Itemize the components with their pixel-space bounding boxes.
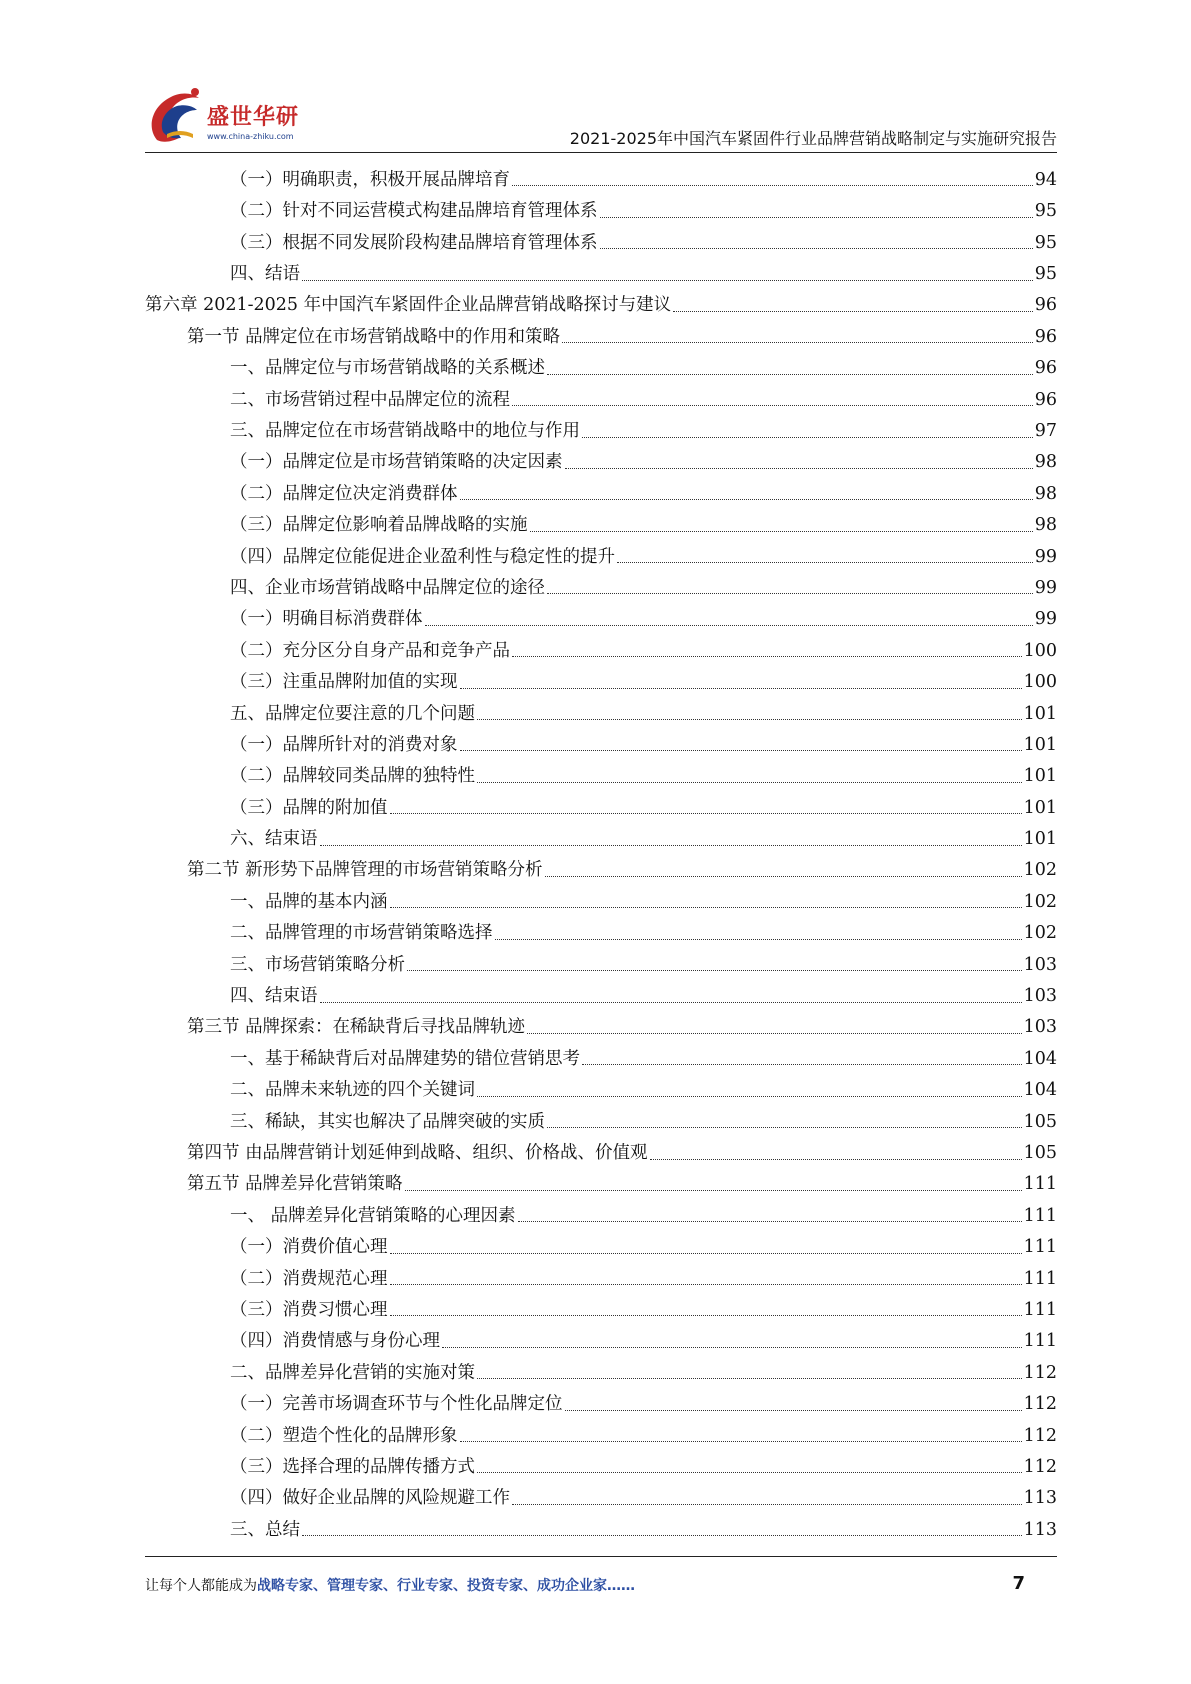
toc-entry-title: （二）针对不同运营模式构建品牌培育管理体系	[230, 201, 598, 222]
toc-entry[interactable]	[145, 633, 1057, 664]
toc-entry[interactable]	[145, 1041, 1057, 1072]
toc-entry-page: 101	[1023, 734, 1057, 755]
toc-entry[interactable]	[145, 853, 1057, 884]
toc-entry-page: 111	[1023, 1174, 1057, 1195]
toc-entry-page: 102	[1023, 891, 1057, 912]
toc-dot-leader	[442, 1347, 1022, 1348]
toc-entry[interactable]	[145, 1135, 1057, 1166]
toc-entry-page: 102	[1023, 860, 1057, 881]
toc-entry-title: （二）品牌定位决定消费群体	[230, 483, 458, 504]
toc-entry[interactable]	[145, 1418, 1057, 1449]
toc-entry-title: （四）做好企业品牌的风险规避工作	[230, 1488, 510, 1509]
toc-entry-title: 一、基于稀缺背后对品牌建势的错位营销思考	[230, 1048, 580, 1069]
toc-entry[interactable]	[145, 790, 1057, 821]
toc-entry-title: （三）选择合理的品牌传播方式	[230, 1456, 475, 1477]
toc-entry[interactable]	[145, 664, 1057, 695]
toc-dot-leader	[425, 625, 1033, 626]
toc-entry-page: 98	[1034, 483, 1057, 504]
toc-entry-page: 104	[1023, 1080, 1057, 1101]
toc-entry-page: 102	[1023, 923, 1057, 944]
report-title: 2021-2025年中国汽车紧固件行业品牌营销战略制定与实施研究报告	[569, 129, 1057, 148]
toc-dot-leader	[512, 405, 1033, 406]
toc-entry-page: 97	[1034, 421, 1057, 442]
toc-entry-title: 第三节 品牌探索：在稀缺背后寻找品牌轨迹	[187, 1017, 526, 1038]
toc-dot-leader	[320, 1002, 1022, 1003]
toc-dot-leader	[650, 1159, 1022, 1160]
toc-dot-leader	[460, 688, 1022, 689]
toc-entry-page: 99	[1034, 577, 1057, 598]
toc-entry-title: 五、品牌定位要注意的几个问题	[230, 703, 475, 724]
toc-entry-title: 六、结束语	[230, 829, 318, 850]
toc-entry-page: 104	[1023, 1048, 1057, 1069]
toc-dot-leader	[547, 1127, 1022, 1128]
toc-entry-title: （四）消费情感与身份心理	[230, 1331, 440, 1352]
toc-dot-leader	[495, 939, 1022, 940]
toc-entry-title: 二、市场营销过程中品牌定位的流程	[230, 389, 510, 410]
toc-entry[interactable]	[145, 193, 1057, 224]
toc-entry-title: 三、市场营销策略分析	[230, 954, 405, 975]
toc-entry-title: 第五节 品牌差异化营销策略	[187, 1174, 403, 1195]
toc-entry-page: 103	[1023, 954, 1057, 975]
toc-entry[interactable]	[145, 1010, 1057, 1041]
toc-entry-page: 112	[1023, 1394, 1057, 1415]
toc-entry-page: 101	[1023, 766, 1057, 787]
toc-dot-leader	[600, 217, 1033, 218]
toc-entry-page: 103	[1023, 986, 1057, 1007]
toc-entry[interactable]	[145, 319, 1057, 350]
toc-dot-leader	[477, 1096, 1022, 1097]
toc-dot-leader	[562, 342, 1033, 343]
toc-entry[interactable]	[145, 601, 1057, 632]
toc-dot-leader	[673, 311, 1033, 312]
toc-entry-page: 100	[1023, 640, 1057, 661]
toc-dot-leader	[390, 1253, 1022, 1254]
toc-entry[interactable]	[145, 1229, 1057, 1260]
page-number: 7	[1012, 1573, 1025, 1594]
table-of-contents	[145, 162, 1057, 1543]
toc-entry[interactable]	[145, 758, 1057, 789]
toc-entry-title: （三）根据不同发展阶段构建品牌培育管理体系	[230, 232, 598, 253]
toc-entry-page: 112	[1023, 1456, 1057, 1477]
toc-entry-title: 二、品牌差异化营销的实施对策	[230, 1362, 475, 1383]
toc-entry-page: 98	[1034, 452, 1057, 473]
header-divider	[145, 152, 1057, 153]
toc-dot-leader	[390, 1284, 1022, 1285]
toc-entry-page: 96	[1034, 358, 1057, 379]
toc-entry-title: 一、 品牌差异化营销策略的心理因素	[230, 1205, 516, 1226]
toc-dot-leader	[477, 1472, 1022, 1473]
toc-entry-title: 四、结语	[230, 264, 300, 285]
toc-entry[interactable]	[145, 413, 1057, 444]
toc-entry[interactable]	[145, 570, 1057, 601]
toc-dot-leader	[617, 562, 1033, 563]
toc-entry[interactable]	[145, 1480, 1057, 1511]
toc-entry-page: 105	[1023, 1143, 1057, 1163]
toc-entry[interactable]	[145, 1104, 1057, 1135]
toc-dot-leader	[582, 1064, 1022, 1065]
toc-entry[interactable]	[145, 507, 1057, 538]
toc-dot-leader	[600, 248, 1033, 249]
toc-entry-title: （一）品牌定位是市场营销策略的决定因素	[230, 452, 563, 473]
toc-entry-title: （一）明确目标消费群体	[230, 609, 423, 630]
toc-entry-title: 第六章 2021-2025 年中国汽车紧固件企业品牌营销战略探讨与建议	[145, 295, 672, 316]
toc-entry[interactable]	[145, 821, 1057, 852]
toc-entry[interactable]	[145, 1355, 1057, 1386]
toc-entry-title: 第四节 由品牌营销计划延伸到战略、组织、价格战、价值观	[187, 1143, 648, 1163]
toc-entry[interactable]	[145, 162, 1057, 193]
toc-entry-page: 111	[1023, 1331, 1057, 1352]
toc-dot-leader	[512, 656, 1022, 657]
toc-entry-title: 二、品牌未来轨迹的四个关键词	[230, 1080, 475, 1101]
toc-entry-title: 第一节 品牌定位在市场营销战略中的作用和策略	[187, 326, 561, 347]
toc-dot-leader	[390, 1315, 1022, 1316]
toc-dot-leader	[565, 1410, 1022, 1411]
toc-entry[interactable]	[145, 1323, 1057, 1354]
toc-entry-page: 98	[1034, 515, 1057, 536]
footer-divider	[145, 1556, 1057, 1557]
toc-dot-leader	[477, 719, 1022, 720]
toc-entry-title: 四、企业市场营销战略中品牌定位的途径	[230, 577, 545, 598]
toc-entry[interactable]	[145, 884, 1057, 915]
toc-entry-page: 101	[1023, 703, 1057, 724]
toc-entry-title: （三）品牌定位影响着品牌战略的实施	[230, 515, 528, 536]
toc-entry[interactable]	[145, 445, 1057, 476]
toc-entry-page: 95	[1034, 232, 1057, 253]
toc-entry-title: （一）品牌所针对的消费对象	[230, 734, 458, 755]
toc-entry[interactable]	[145, 1167, 1057, 1198]
toc-entry-title: （二）充分区分自身产品和竞争产品	[230, 640, 510, 661]
toc-entry[interactable]	[145, 476, 1057, 507]
toc-dot-leader	[547, 374, 1033, 375]
page-header	[145, 80, 1057, 150]
toc-entry-title: （一）完善市场调查环节与个性化品牌定位	[230, 1394, 563, 1415]
toc-entry-page: 101	[1023, 829, 1057, 850]
toc-entry-page: 111	[1023, 1268, 1057, 1289]
toc-dot-leader	[302, 280, 1033, 281]
toc-dot-leader	[512, 185, 1033, 186]
toc-dot-leader	[477, 1378, 1022, 1379]
logo-name: 盛世华研	[207, 105, 300, 130]
toc-entry-page: 103	[1023, 1017, 1057, 1038]
toc-dot-leader	[527, 1033, 1022, 1034]
toc-entry-title: 第二节 新形势下品牌管理的市场营销策略分析	[187, 860, 543, 881]
toc-entry-page: 113	[1023, 1519, 1057, 1540]
toc-entry-page: 111	[1023, 1205, 1057, 1226]
toc-entry[interactable]	[145, 288, 1057, 319]
toc-dot-leader	[460, 499, 1033, 500]
toc-entry-title: 三、品牌定位在市场营销战略中的地位与作用	[230, 421, 580, 442]
toc-entry[interactable]	[145, 1261, 1057, 1292]
toc-entry[interactable]	[145, 256, 1057, 287]
toc-entry[interactable]	[145, 947, 1057, 978]
toc-entry[interactable]	[145, 1386, 1057, 1417]
toc-dot-leader	[460, 1441, 1022, 1442]
logo-url: www.china-zhiku.com	[207, 132, 294, 141]
toc-dot-leader	[460, 750, 1022, 751]
toc-entry-title: （四）品牌定位能促进企业盈利性与稳定性的提升	[230, 546, 615, 567]
toc-entry-title: （二）品牌较同类品牌的独特性	[230, 766, 475, 787]
toc-entry-title: （一）消费价值心理	[230, 1237, 388, 1258]
toc-entry-page: 113	[1023, 1488, 1057, 1509]
page-footer	[145, 1575, 1025, 1599]
toc-dot-leader	[477, 782, 1022, 783]
toc-entry-title: （三）品牌的附加值	[230, 797, 388, 818]
logo-emblem-icon	[145, 80, 207, 146]
toc-entry-page: 95	[1034, 201, 1057, 222]
toc-entry-title: 一、品牌定位与市场营销战略的关系概述	[230, 358, 545, 379]
toc-dot-leader	[390, 813, 1022, 814]
toc-dot-leader	[405, 1190, 1022, 1191]
toc-dot-leader	[545, 876, 1022, 877]
toc-entry-page: 96	[1034, 389, 1057, 410]
toc-entry-title: （三）注重品牌附加值的实现	[230, 672, 458, 693]
toc-entry[interactable]	[145, 978, 1057, 1009]
toc-entry-title: （一）明确职责，积极开展品牌培育	[230, 169, 510, 190]
footer-slogan-prefix: 让每个人都能成为	[145, 1578, 257, 1594]
toc-entry[interactable]	[145, 727, 1057, 758]
toc-entry-page: 96	[1034, 295, 1057, 316]
company-logo	[145, 80, 315, 150]
toc-entry-title: （二）消费规范心理	[230, 1268, 388, 1289]
toc-entry-page: 105	[1023, 1111, 1057, 1132]
toc-entry-title: （三）消费习惯心理	[230, 1299, 388, 1320]
toc-entry-title: 二、品牌管理的市场营销策略选择	[230, 923, 493, 944]
toc-entry[interactable]	[145, 696, 1057, 727]
toc-entry[interactable]	[145, 539, 1057, 570]
toc-entry-page: 100	[1023, 672, 1057, 693]
toc-dot-leader	[302, 1535, 1022, 1536]
toc-entry[interactable]	[145, 382, 1057, 413]
toc-entry[interactable]	[145, 915, 1057, 946]
toc-entry-page: 112	[1023, 1362, 1057, 1383]
toc-entry-title: 四、结束语	[230, 986, 318, 1007]
toc-entry-page: 101	[1023, 797, 1057, 818]
toc-dot-leader	[582, 437, 1033, 438]
toc-entry-title: （二）塑造个性化的品牌形象	[230, 1425, 458, 1446]
toc-dot-leader	[518, 1221, 1022, 1222]
toc-dot-leader	[512, 1504, 1022, 1505]
footer-slogan-highlight: 战略专家、管理专家、行业专家、投资专家、成功企业家……	[257, 1578, 635, 1594]
toc-dot-leader	[390, 907, 1022, 908]
toc-entry-page: 111	[1023, 1299, 1057, 1320]
toc-entry-page: 99	[1034, 546, 1057, 567]
toc-entry[interactable]	[145, 1072, 1057, 1103]
toc-entry-title: 一、品牌的基本内涵	[230, 891, 388, 912]
toc-entry[interactable]	[145, 225, 1057, 256]
toc-entry[interactable]	[145, 1512, 1057, 1543]
toc-entry-page: 94	[1034, 169, 1057, 190]
toc-entry-page: 99	[1034, 609, 1057, 630]
toc-entry-page: 95	[1034, 264, 1057, 285]
toc-dot-leader	[565, 468, 1033, 469]
toc-dot-leader	[407, 970, 1022, 971]
toc-entry-title: 三、总结	[230, 1519, 300, 1540]
toc-entry[interactable]	[145, 1292, 1057, 1323]
toc-entry-page: 111	[1023, 1237, 1057, 1258]
toc-dot-leader	[320, 845, 1022, 846]
toc-entry[interactable]	[145, 1198, 1057, 1229]
toc-entry-title: 三、稀缺，其实也解决了品牌突破的实质	[230, 1111, 545, 1132]
toc-dot-leader	[547, 593, 1033, 594]
toc-entry-page: 112	[1023, 1425, 1057, 1446]
toc-dot-leader	[530, 531, 1033, 532]
toc-entry[interactable]	[145, 350, 1057, 381]
toc-entry[interactable]	[145, 1449, 1057, 1480]
toc-entry-page: 96	[1034, 326, 1057, 347]
